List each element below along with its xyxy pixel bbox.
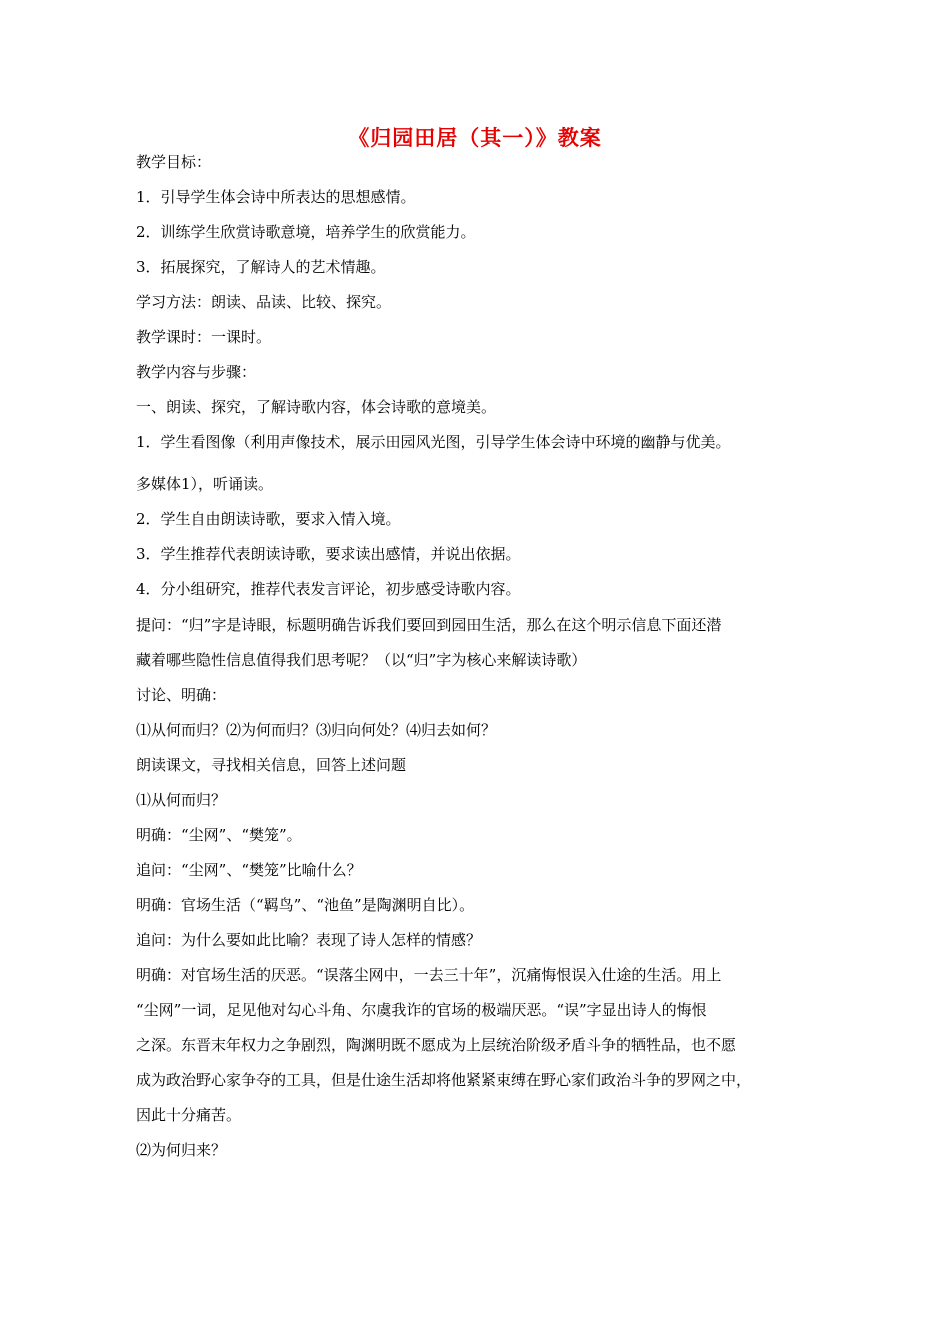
text-line: 学习方法：朗读、品读、比较、探究。 xyxy=(136,293,392,311)
text-line: 一、朗读、探究，了解诗歌内容，体会诗歌的意境美。 xyxy=(136,398,497,416)
text-line: ⑴从何而归？ xyxy=(136,791,227,809)
text-line: 1．学生看图像（利用声像技术，展示田园风光图，引导学生体会诗中环境的幽静与优美。 xyxy=(136,433,731,451)
text-line: 2．学生自由朗读诗歌，要求入情入境。 xyxy=(136,510,401,528)
text-line: 1．引导学生体会诗中所表达的思想感情。 xyxy=(136,188,416,206)
text-line: 教学目标： xyxy=(136,153,212,171)
text-line: “尘网”一词，足见他对勾心斗角、尔虞我诈的官场的极端厌恶。“误”字显出诗人的悔恨 xyxy=(136,1001,707,1019)
text-line: 明确：“尘网”、“樊笼”。 xyxy=(136,826,302,844)
text-line: 提问：“归”字是诗眼，标题明确告诉我们要回到园田生活，那么在这个明示信息下面还潜 xyxy=(136,616,722,634)
text-line: 讨论、明确： xyxy=(136,686,227,704)
text-line: ⑴从何而归？⑵为何而归？⑶归向何处？⑷归去如何？ xyxy=(136,721,497,739)
text-line: 教学内容与步骤： xyxy=(136,363,257,381)
text-line: ⑵为何归来？ xyxy=(136,1141,227,1159)
text-line: 3．拓展探究，了解诗人的艺术情趣。 xyxy=(136,258,386,276)
text-line: 成为政治野心家争夺的工具，但是仕途生活却将他紧紧束缚在野心家们政治斗争的罗网之中， xyxy=(136,1071,752,1089)
text-line: 朗读课文，寻找相关信息，回答上述问题 xyxy=(136,756,407,774)
text-line: 3．学生推荐代表朗读诗歌，要求读出感情，并说出依据。 xyxy=(136,545,521,563)
text-line: 教学课时：一课时。 xyxy=(136,328,272,346)
text-line: 藏着哪些隐性信息值得我们思考呢？（以“归”字为核心来解读诗歌） xyxy=(136,651,587,669)
text-line: 追问：为什么要如此比喻？表现了诗人怎样的情感？ xyxy=(136,931,482,949)
text-line: 多媒体1），听诵读。 xyxy=(136,475,274,493)
text-line: 追问：“尘网”、“樊笼”比喻什么？ xyxy=(136,861,362,879)
text-line: 2．训练学生欣赏诗歌意境，培养学生的欣赏能力。 xyxy=(136,223,476,241)
text-line: 明确：对官场生活的厌恶。“误落尘网中，一去三十年”，沉痛悔恨误入仕途的生活。用上 xyxy=(136,966,722,984)
text-line: 因此十分痛苦。 xyxy=(136,1106,242,1124)
page-title: 《归园田居（其一）》教案 xyxy=(348,126,602,150)
text-line: 4．分小组研究，推荐代表发言评论，初步感受诗歌内容。 xyxy=(136,580,521,598)
text-line: 明确：官场生活（“羁鸟”、“池鱼”是陶渊明自比）。 xyxy=(136,896,475,914)
text-line: 之深。东晋末年权力之争剧烈，陶渊明既不愿成为上层统治阶级矛盾斗争的牺牲品，也不愿 xyxy=(136,1036,737,1054)
